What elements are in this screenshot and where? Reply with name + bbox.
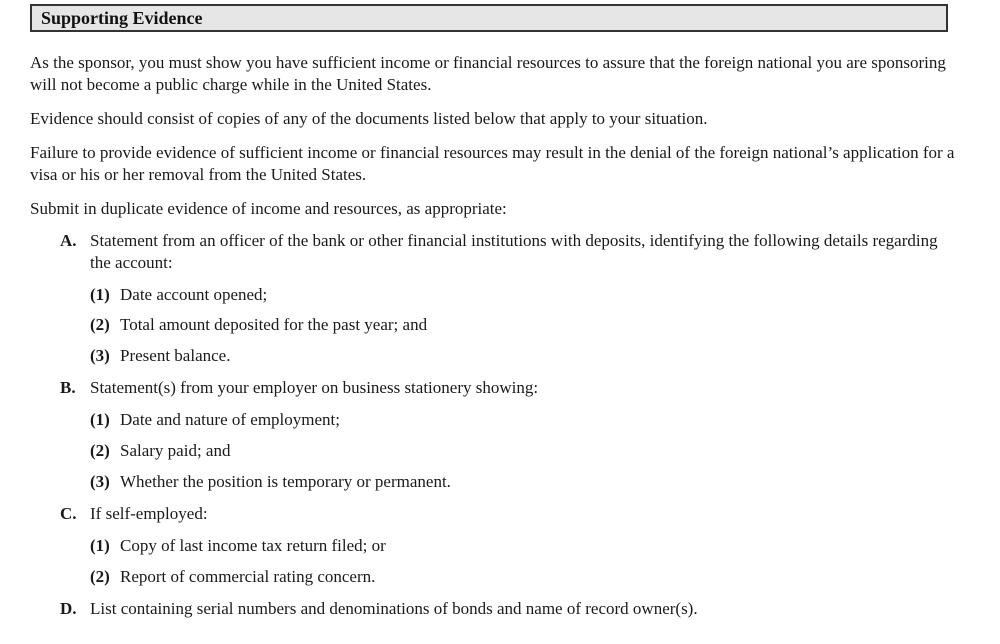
sub-item-text: Copy of last income tax return filed; or: [120, 536, 386, 555]
list-item-text: List containing serial numbers and denominations of bonds and name of record owner(s).: [90, 599, 698, 618]
list-item-c: [60, 503, 960, 525]
list-item-text: Statement(s) from your employer on business stationery showing:: [90, 378, 539, 397]
paragraph-evidence-copies: Evidence should consist of copies of any of the documents listed below that apply to your situation.: [30, 109, 708, 128]
paragraph-sponsor-requirement: As the sponsor, you must show you have sufficient income or financial resources to assure that the foreign national you are sponsoring will not become a public charge while in the United States.: [30, 53, 946, 94]
sub-item-text: Date account opened;: [120, 285, 268, 304]
sub-item-text: Total amount deposited for the past year; and: [120, 315, 428, 334]
list-item-text: If self-employed:: [90, 504, 208, 523]
sub-item-a2: [90, 314, 950, 336]
sub-item-number: (2): [90, 315, 110, 334]
list-item-d: [60, 598, 960, 620]
sub-item-number: (2): [90, 567, 110, 586]
list-letter: D.: [60, 599, 77, 618]
section-title: Supporting Evidence: [41, 8, 203, 28]
sub-item-number: (1): [90, 285, 110, 304]
paragraph-submit-duplicate: Submit in duplicate evidence of income and resources, as appropriate:: [30, 199, 507, 218]
sub-item-a3: [90, 345, 950, 367]
sub-item-b2: [90, 440, 950, 462]
sub-item-c1: [90, 535, 950, 557]
sub-item-b3: [90, 471, 950, 493]
section-header: [30, 4, 948, 32]
sub-item-a1: [90, 284, 950, 306]
sub-item-text: Whether the position is temporary or permanent.: [120, 472, 451, 491]
sub-item-number: (1): [90, 536, 110, 555]
sub-item-text: Report of commercial rating concern.: [120, 567, 376, 586]
list-letter: C.: [60, 504, 77, 523]
sub-item-text: Present balance.: [120, 346, 231, 365]
list-letter: A.: [60, 231, 77, 250]
list-item-b: [60, 377, 960, 399]
list-letter: B.: [60, 378, 76, 397]
paragraph-failure-warning: Failure to provide evidence of sufficient income or financial resources may result in the denial of the foreign national’s application for a visa or his or her removal from the United States.: [30, 143, 955, 184]
sub-item-text: Salary paid; and: [120, 441, 231, 460]
list-item-text: Statement from an officer of the bank or other financial institutions with deposits, identifying the following details regarding the account:: [90, 231, 938, 272]
sub-item-c2: [90, 566, 950, 588]
sub-item-number: (3): [90, 346, 110, 365]
sub-item-text: Date and nature of employment;: [120, 410, 340, 429]
list-item-a: [60, 230, 960, 274]
sub-item-number: (2): [90, 441, 110, 460]
sub-item-number: (3): [90, 472, 110, 491]
sub-item-number: (1): [90, 410, 110, 429]
sub-item-b1: [90, 409, 950, 431]
